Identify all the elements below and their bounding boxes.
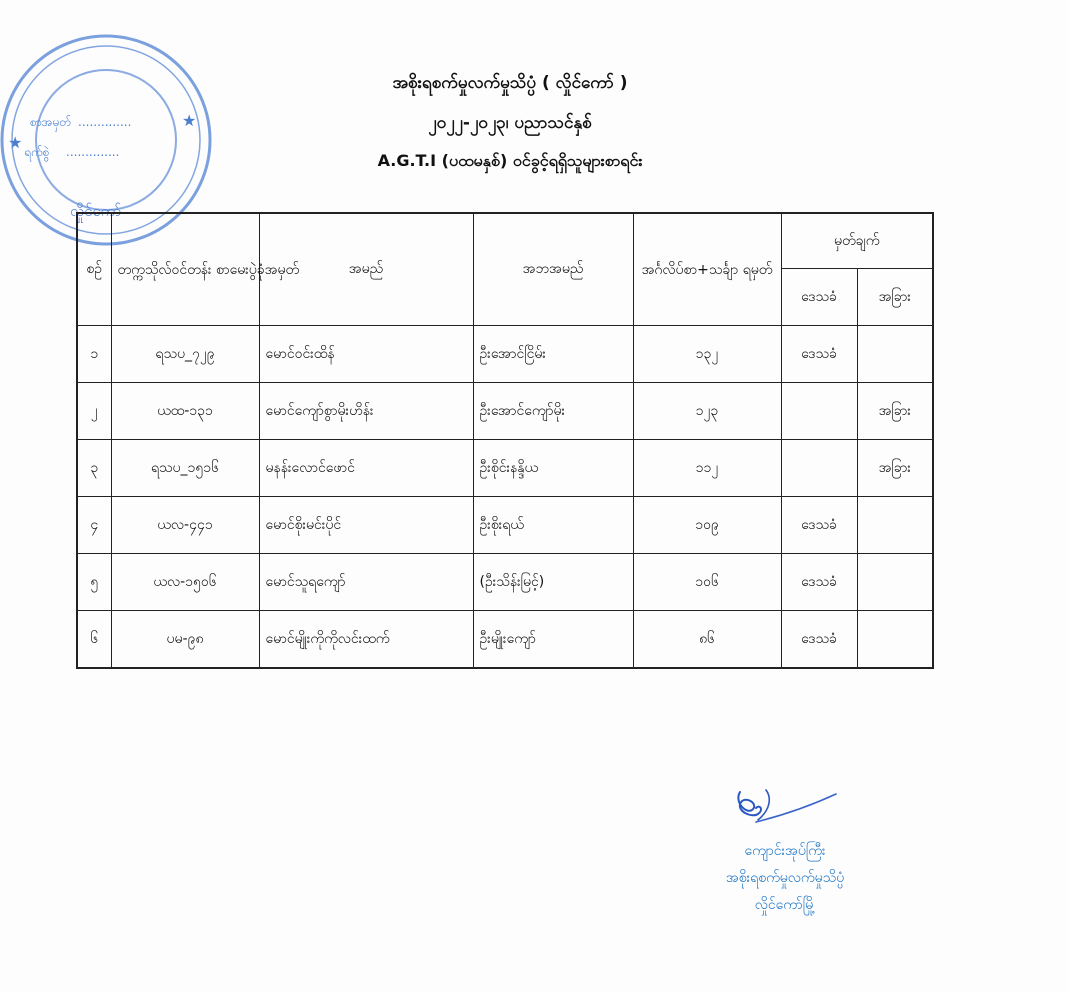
cell-other	[857, 326, 933, 383]
stamp-location: လှိုင်ကော်	[70, 202, 122, 220]
cell-father: ဦးအောင်ငြိမ်း	[473, 326, 633, 383]
col-header-remark-local: ဒေသခံ	[781, 269, 857, 326]
admission-table	[76, 212, 934, 669]
svg-text:..............: ..............	[66, 145, 120, 159]
cell-name: မောင်သူရကျော်	[259, 554, 473, 611]
svg-text:..............: ..............	[78, 115, 132, 129]
table-row	[77, 611, 933, 669]
cell-other	[857, 611, 933, 669]
cell-name: မနန်းလောင်ဖောင်	[259, 440, 473, 497]
cell-father: ဦးမျိုးကျော်	[473, 611, 633, 669]
cell-local	[781, 383, 857, 440]
cell-father: ဦးစိုးရယ်	[473, 497, 633, 554]
col-header-roll-number: တက္ကသိုလ်ဝင်တန်း စာမေးပွဲခုံအမှတ်	[111, 213, 259, 326]
cell-roll: ရသပ_၁၅၁၆	[111, 440, 259, 497]
cell-no: ၅	[77, 554, 111, 611]
svg-text:★: ★	[182, 111, 197, 130]
cell-no: ၆	[77, 611, 111, 669]
col-header-remark-other: အခြား	[857, 269, 933, 326]
cell-marks: ၁၃၂	[633, 326, 781, 383]
table-row	[77, 497, 933, 554]
table-row	[77, 554, 933, 611]
stamp-label-1: စာအမှတ်	[30, 115, 72, 129]
table-row	[77, 326, 933, 383]
cell-local: ဒေသခံ	[781, 326, 857, 383]
cell-local: ဒေသခံ	[781, 497, 857, 554]
cell-name: မောင်မျိုးကိုကိုလင်းထက်	[259, 611, 473, 669]
cell-other: အခြား	[857, 383, 933, 440]
cell-roll: ပမ-၉၈	[111, 611, 259, 669]
cell-marks: ၁၁၂	[633, 440, 781, 497]
cell-local: ဒေသခံ	[781, 611, 857, 669]
signatory-institution: အစိုးရစက်မှုလက်မှုသိပ္ပံ	[725, 870, 845, 886]
svg-text:★: ★	[8, 133, 23, 152]
cell-marks: ၈၆	[633, 611, 781, 669]
signatory-location: လှိုင်ကော်မြို့	[754, 897, 816, 913]
cell-no: ၁	[77, 326, 111, 383]
cell-local: ဒေသခံ	[781, 554, 857, 611]
cell-other	[857, 554, 933, 611]
cell-roll: ရသပ_၇၂၉	[111, 326, 259, 383]
cell-no: ၃	[77, 440, 111, 497]
cell-name: မောင်ကျော်စွာမိုးဟိန်း	[259, 383, 473, 440]
table-row	[77, 440, 933, 497]
cell-marks: ၁၀၉	[633, 497, 781, 554]
col-header-name: အမည်	[259, 213, 473, 326]
cell-no: ၄	[77, 497, 111, 554]
col-header-marks: အင်္ဂလိပ်စာ+သင်္ချာ ရမှတ်	[633, 213, 781, 326]
cell-name: မောင်ဝင်းထိန်	[259, 326, 473, 383]
col-header-no: စဉ်	[77, 213, 111, 326]
col-header-remark: မှတ်ချက်	[781, 213, 933, 269]
cell-other	[857, 497, 933, 554]
academic-year: ၂၀၂၂-၂၀၂၃၊ ပညာသင်နှစ်	[428, 113, 592, 133]
cell-local	[781, 440, 857, 497]
col-header-father-name: အဘအမည်	[473, 213, 633, 326]
cell-father: ဦးအောင်ကျော်မိုး	[473, 383, 633, 440]
stamp-label-2: ရက်စွဲ	[24, 145, 50, 159]
cell-roll: ယလ-၁၅၀၆	[111, 554, 259, 611]
handwritten-signature	[700, 780, 870, 840]
signatory-title: ကျောင်းအုပ်ကြီး	[744, 843, 826, 859]
cell-roll: ယထ-၁၃၁	[111, 383, 259, 440]
cell-no: ၂	[77, 383, 111, 440]
cell-father: (ဦးသိန်းမြင့်)	[473, 554, 633, 611]
cell-name: မောင်စိုးမင်းပိုင်	[259, 497, 473, 554]
document-title: အစိုးရစက်မှုလက်မှုသိပ္ပံ ( လှိုင်ကော် )	[392, 73, 628, 93]
table-row	[77, 383, 933, 440]
cell-roll: ယလ-၄၄၁	[111, 497, 259, 554]
cell-marks: ၁၂၃	[633, 383, 781, 440]
cell-other: အခြား	[857, 440, 933, 497]
cell-marks: ၁၀၆	[633, 554, 781, 611]
signature-block	[700, 780, 870, 940]
list-title: A.G.T.I (ပထမနှစ်) ဝင်ခွင့်ရရှိသူများစာရင်း	[377, 151, 643, 170]
cell-father: ဦးစိုင်းနန္ဒိယ	[473, 440, 633, 497]
